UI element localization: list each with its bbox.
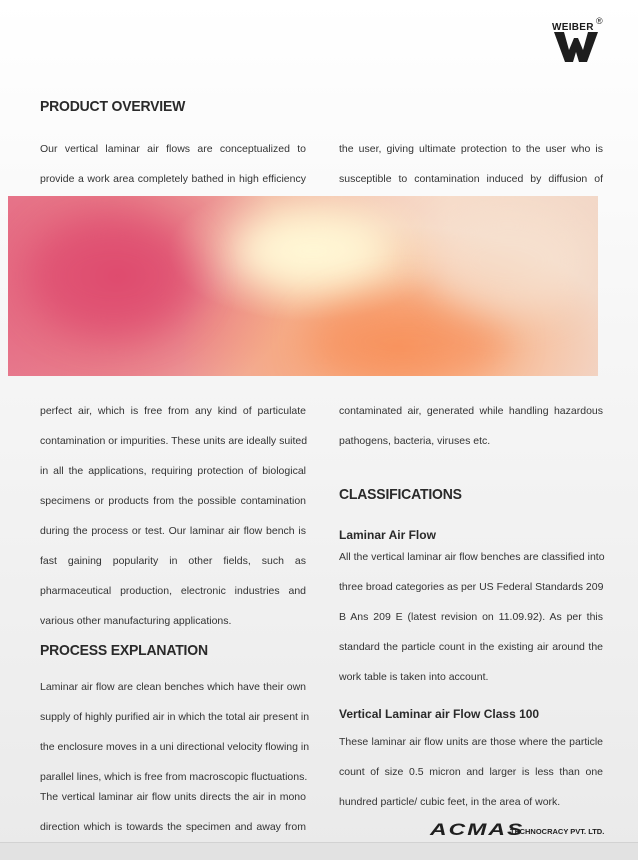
overview-right-top xyxy=(339,142,603,202)
text-line: pharmaceutical production, electronic industries and xyxy=(40,585,306,597)
text-line: perfect air, which is free from any kind of particulate xyxy=(40,405,306,417)
text-line: Our vertical laminar air flows are conceptualized to xyxy=(40,143,306,155)
text-line: supply of highly purified air in which the total air present in xyxy=(40,711,310,723)
text-line: All the vertical laminar air flow benches are classified into xyxy=(339,551,605,563)
laminar-air-flow-heading: Laminar Air Flow xyxy=(339,528,436,542)
overview-right-bottom xyxy=(339,404,603,464)
hero-image xyxy=(8,196,598,376)
text-line: contaminated air, generated while handling hazardous xyxy=(339,405,603,417)
text-line: count of size 0.5 micron and larger is less than one xyxy=(339,766,603,778)
overview-left-top xyxy=(40,142,306,202)
weiber-w-icon xyxy=(554,32,598,62)
text-line: work table is taken into account. xyxy=(339,671,489,683)
classifications-heading: CLASSIFICATIONS xyxy=(339,485,462,503)
text-line: various other manufacturing applications. xyxy=(40,615,232,627)
text-line: B Ans 209 E (latest revision on 11.09.92). As per this xyxy=(339,611,603,623)
text-line: contamination or impurities. These units are ideally suited xyxy=(40,435,308,447)
company-logo-text: ACMAS xyxy=(430,820,525,839)
registered-mark: ® xyxy=(596,16,603,26)
product-overview-heading: PRODUCT OVERVIEW xyxy=(40,97,186,115)
text-line: susceptible to contamination induced by diffusion of xyxy=(339,173,603,185)
class-100-heading: Vertical Laminar air Flow Class 100 xyxy=(339,707,540,721)
text-line: standard the particle count in the existing air around the xyxy=(339,641,603,653)
laminar-paragraph xyxy=(339,550,603,700)
overview-left-bottom xyxy=(40,404,306,644)
text-line: during the process or test. Our laminar air flow bench is xyxy=(40,525,306,537)
process-paragraph xyxy=(40,680,310,850)
text-line: Laminar air flow are clean benches which have their own xyxy=(40,681,306,693)
text-line: specimens or products from the possible contamination xyxy=(40,495,306,507)
weiber-logo xyxy=(548,10,608,62)
text-line: the user, giving ultimate protection to the user who is xyxy=(339,143,603,155)
text-line: fast gaining popularity in other fields, such as xyxy=(40,555,306,567)
text-line: The vertical laminar air flow units directs the air in mono xyxy=(40,791,306,803)
class-100-paragraph xyxy=(339,735,603,825)
text-line: direction which is towards the specimen and away from xyxy=(40,821,306,833)
text-line: These laminar air flow units are those where the particle xyxy=(339,736,603,748)
footer-bar xyxy=(0,842,638,860)
process-explanation-heading: PROCESS EXPLANATION xyxy=(40,641,208,659)
text-line: the enclosure moves in a uni directional velocity flowing in xyxy=(40,741,310,753)
text-line: in all the applications, requiring protection of biological xyxy=(40,465,306,477)
text-line: three broad categories as per US Federal Standards 209 xyxy=(339,581,604,593)
company-suffix: TECHNOCRACY PVT. LTD. xyxy=(510,827,605,836)
text-line: hundred particle/ cubic feet, in the area of work. xyxy=(339,796,561,808)
text-line: provide a work area completely bathed in high efficiency xyxy=(40,173,306,185)
brand-name: WEIBER xyxy=(552,22,594,33)
text-line: parallel lines, which is free from macroscopic fluctuations. xyxy=(40,771,308,783)
text-line: pathogens, bacteria, viruses etc. xyxy=(339,435,491,447)
